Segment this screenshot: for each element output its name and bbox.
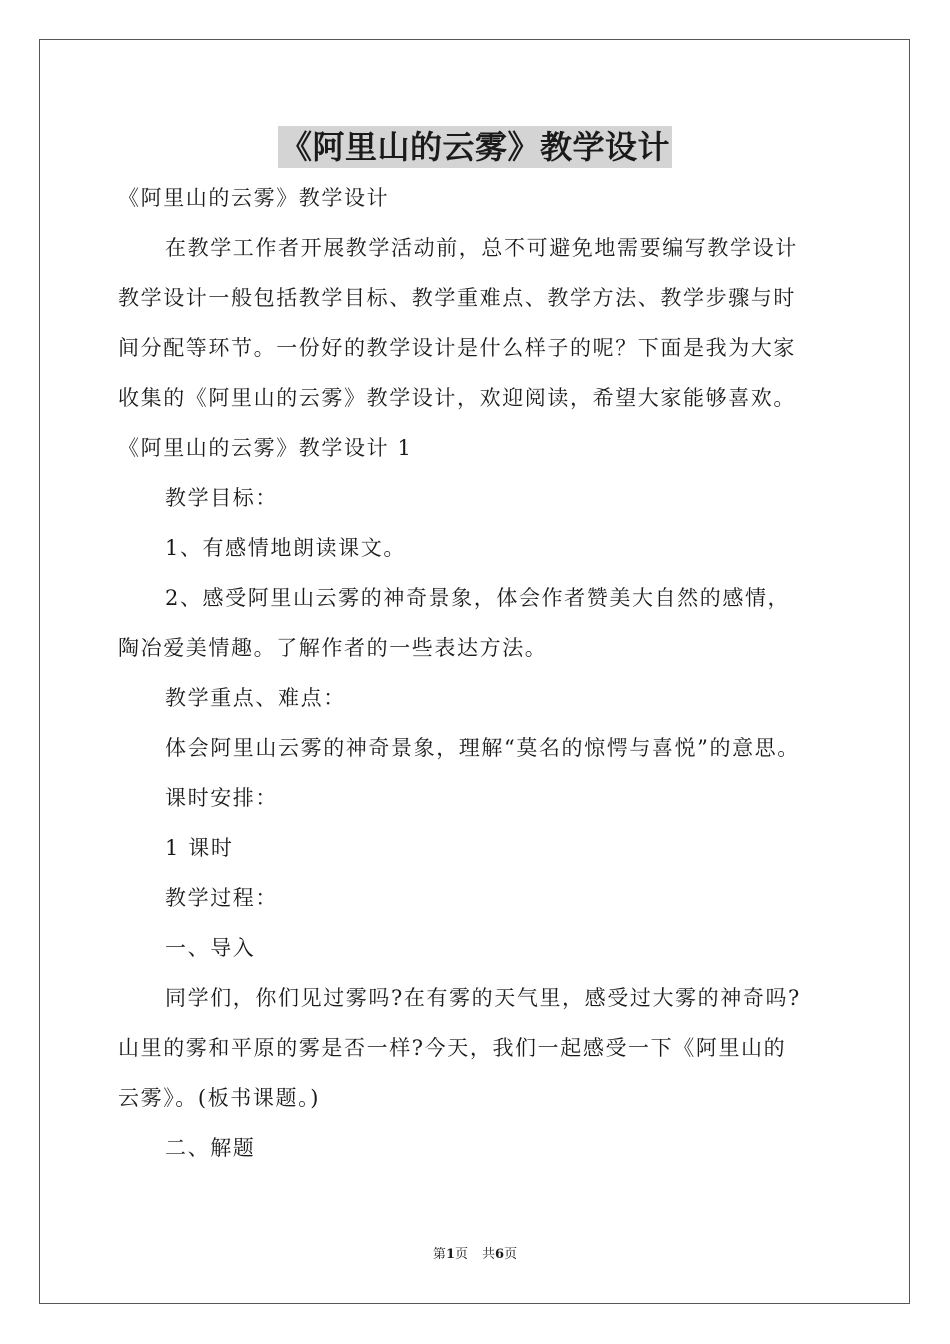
text-line: 教学过程： — [165, 886, 278, 910]
page-footer — [0, 1246, 950, 1264]
text-line: 教学目标： — [165, 486, 278, 510]
text-line: 《阿里山的云雾》教学设计 1 — [118, 436, 413, 460]
text-line: 《阿里山的云雾》教学设计 — [118, 186, 390, 210]
text-line: 山里的雾和平原的雾是否一样?今天，我们一起感受一下《阿里山的 — [118, 1036, 787, 1060]
document-title: 《阿里山的云雾》教学设计 — [279, 128, 670, 166]
text-line: 1、有感情地朗读课文。 — [165, 536, 406, 560]
text-line: 同学们，你们见过雾吗?在有雾的天气里，感受过大雾的神奇吗? — [165, 986, 801, 1010]
document-body — [118, 173, 853, 1173]
text-line: 间分配等环节。一份好的教学设计是什么样子的呢？下面是我为大家 — [118, 336, 796, 360]
text-line: 教学重点、难点： — [165, 686, 346, 710]
text-line: 在教学工作者开展教学活动前，总不可避免地需要编写教学设计 — [165, 236, 798, 260]
total-page-number: 6 — [495, 1247, 505, 1262]
text-line: 1 课时 — [165, 836, 234, 860]
current-page-number: 1 — [445, 1247, 455, 1262]
page-label-suffix: 页 — [454, 1247, 468, 1262]
text-line: 教学设计一般包括教学目标、教学重难点、教学方法、教学步骤与时 — [118, 286, 796, 310]
text-line: 体会阿里山云雾的神奇景象，理解“莫名的惊愕与喜悦”的意思。 — [165, 736, 800, 760]
title-container — [0, 126, 950, 168]
text-line: 课时安排： — [165, 786, 278, 810]
total-label-prefix: 共 — [482, 1247, 496, 1262]
text-line: 云雾》。(板书课题。) — [118, 1086, 320, 1110]
page-label-prefix: 第 — [432, 1247, 446, 1262]
total-label-suffix: 页 — [504, 1247, 518, 1262]
text-line: 一、导入 — [165, 936, 256, 960]
text-line: 二、解题 — [165, 1136, 256, 1160]
text-line: 2、感受阿里山云雾的神奇景象，体会作者赞美大自然的感情， — [165, 586, 791, 610]
text-line: 收集的《阿里山的云雾》教学设计，欢迎阅读，希望大家能够喜欢。 — [118, 386, 796, 410]
text-line: 陶冶爱美情趣。了解作者的一些表达方法。 — [118, 636, 548, 660]
